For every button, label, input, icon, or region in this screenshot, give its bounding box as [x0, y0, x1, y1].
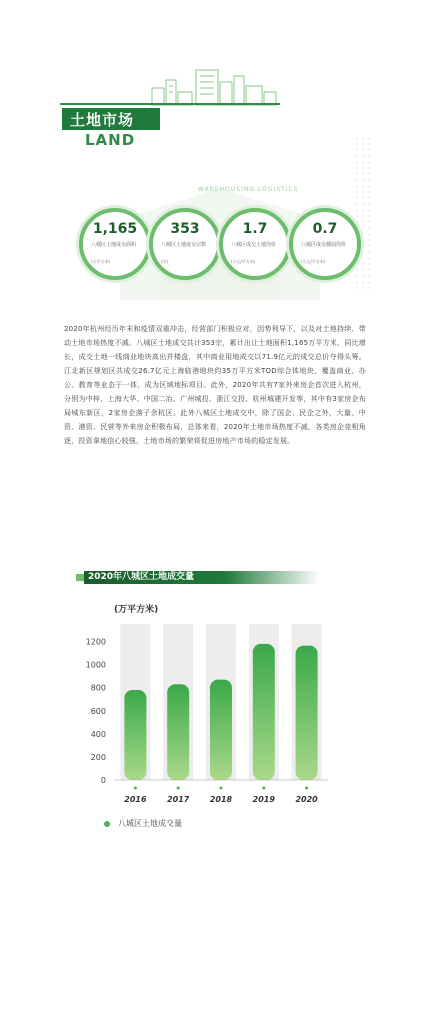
- x-tick-dot: [220, 787, 223, 790]
- body-paragraph: 2020年杭州经历年末和疫情双重冲击，经营部门积极应对，因势利导下，以及对土地持续、带动土地市场热度不减。八城区土地成交共计353宗，累计出让土地面积1,165万平方米，同比增长，成交土地一线商业地块高出并楼盘，其中商业用地成交以71.9亿元的成交总价夺得头筹。江北新区规划区共成交26.7亿元上海临港地块约35万平方米TOD综合体地块，覆盖商业、办公、教育等业态于一体，成为区域地标项目。此外，2020年共有7家外来房企首次进入杭州，分别为中梓、上海大华、中国二冶、广州城投、浙江交投、杭州城建开发等，其中有3家房企布局城东新区，2家房企落子余杭区。此外八城区土地成交中，除了国企、民企之外，大量、中资、港资、民营等外来房企积极布局，总体来看，2020年土地市场热度不减，各类房企竞相角逐，投资拿地信心较强，土地市场的繁荣将促进房地产市场的稳定发展。: [64, 325, 366, 445]
- page-title-en: LAND: [85, 131, 136, 149]
- y-axis-label: (万平方米): [114, 605, 159, 615]
- x-tick-dot: [134, 787, 137, 790]
- legend-swatch: [104, 821, 110, 827]
- x-tick-label: 2018: [209, 795, 233, 804]
- stat-card: [149, 208, 221, 280]
- stat-card: [289, 208, 361, 280]
- stat-value: 1.7: [242, 221, 268, 237]
- x-tick-label: 2019: [252, 795, 275, 804]
- warehouse-caption: WAREHOUSING LOGISTICS: [198, 186, 299, 193]
- y-tick-label: 600: [90, 706, 106, 716]
- chart-section-title: 2020年八城区土地成交量: [88, 572, 195, 582]
- stat-label: 八城区成交楼面均价: [301, 242, 347, 248]
- stat-unit: (万元/平方米): [301, 259, 326, 264]
- x-tick-label: 2017: [167, 795, 190, 804]
- y-tick-label: 800: [90, 683, 106, 693]
- bar-2018: [210, 680, 232, 780]
- bar-2016: [124, 690, 146, 780]
- bar-2019: [253, 644, 275, 780]
- bar-2020: [296, 646, 318, 780]
- y-tick-label: 0: [100, 776, 106, 785]
- chart-legend: [104, 818, 182, 829]
- stat-value: 353: [170, 221, 200, 237]
- land-volume-bar-chart: [80, 600, 340, 840]
- section-title-bar: [62, 108, 160, 130]
- chart-section-header: [84, 571, 320, 584]
- y-tick-label: 400: [90, 729, 106, 739]
- stat-label: 八城区土地成交宗数: [161, 242, 207, 248]
- y-tick-label: 200: [90, 752, 106, 762]
- stats-circles: [79, 200, 359, 300]
- bar-2017: [167, 684, 189, 780]
- stat-card: [219, 208, 291, 280]
- x-tick-dot: [305, 787, 308, 790]
- y-tick-label: 1200: [85, 637, 106, 647]
- skyline-illustration: [150, 62, 280, 106]
- stat-label: 八城区土地成交面积: [91, 242, 137, 248]
- stat-value: 1,165: [92, 221, 138, 237]
- stat-unit: (万元/平方米): [231, 259, 256, 264]
- legend-label: 八城区土地成交量: [118, 819, 182, 828]
- x-tick-label: 2020: [295, 795, 318, 804]
- stat-unit: (万平方米): [91, 259, 111, 264]
- stat-label: 八城区成交土地均价: [231, 242, 277, 248]
- section-accent: [76, 574, 84, 581]
- y-tick-label: 1000: [85, 660, 106, 670]
- x-tick-dot: [177, 787, 180, 790]
- x-tick-dot: [262, 787, 265, 790]
- page-title: 土地市场: [70, 111, 135, 129]
- stat-card: [79, 208, 151, 280]
- stat-value: 0.7: [312, 221, 338, 237]
- stat-unit: (宗): [161, 259, 169, 264]
- x-tick-label: 2016: [124, 795, 147, 804]
- skyline-divider: [60, 103, 280, 105]
